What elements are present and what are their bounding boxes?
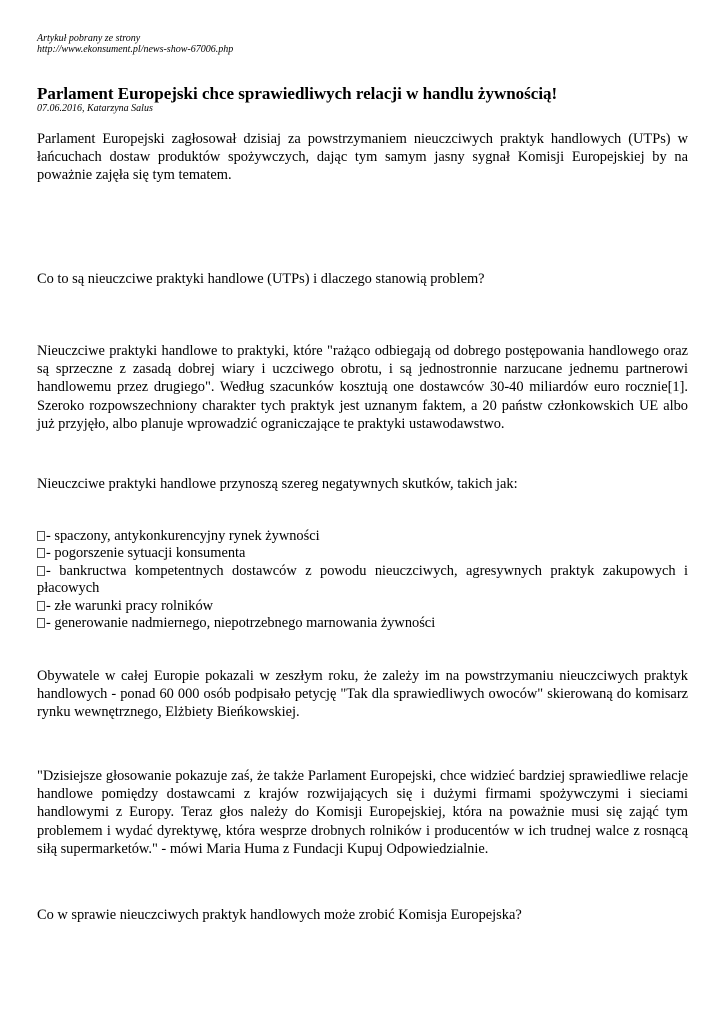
intro-paragraph: Parlament Europejski zagłosował dzisiaj za powstrzymaniem nieuczciwych praktyk handlowych (UTPs) w łańcuchach dostaw produktów spożywczych, dając tym samym jasny sygnał Komisji Europejskiej by na poważnie zajęła się tym tematem. [37, 131, 688, 184]
list-item-text: - pogorszenie sytuacji konsumenta [46, 545, 246, 562]
bullet-icon [37, 531, 45, 541]
list-item-text: - bankructwa kompetentnych dostawców z powodu nieuczciwych, agresywnych praktyk zakupowych i płacowych [37, 562, 688, 597]
list-item [37, 615, 688, 632]
question-heading-1: Co to są nieuczciwe praktyki handlowe (UTPs) i dlaczego stanowią problem? [37, 271, 485, 287]
list-item [37, 563, 688, 598]
question-heading-2: Co w sprawie nieuczciwych praktyk handlowych może zrobić Komisja Europejska? [37, 907, 522, 923]
quote-paragraph: "Dzisiejsze głosowanie pokazuje zaś, że także Parlament Europejski, chce widzieć bardziej sprawiedliwe relacje handlowe pomiędzy dostawcami z krajów rozwijających się i dużymi firmami spożywczymi i sieciami handlowymi z Europy. Teraz głos należy do Komisji Europejskiej, która na poważnie musi się zająć tym problemem i wydać dyrektywę, która wesprze drobnych rolników i producentów w ich trudnej walce z rosnącą siłą supermarketów." - mówi Maria Huma z Fundacji Kupuj Odpowiedzialnie. [37, 768, 688, 857]
article-meta: 07.06.2016, Katarzyna Salus [37, 103, 153, 114]
source-note [37, 33, 233, 55]
list-item-text: - generowanie nadmiernego, niepotrzebnego marnowania żywności [46, 615, 436, 632]
definition-paragraph: Nieuczciwe praktyki handlowe to praktyki, które "rażąco odbiegają od dobrego postępowania handlowego oraz są sprzeczne z zasadą dobrej wiary i uczciwego obrotu, i są jednostronnie narzucane jednemu partnerowi handlowemu przez drugiego". Według szacunków kosztują one dostawców 30-40 miliardów euro rocznie[1]. Szeroko rozpowszechniony charakter tych praktyk jest uznanym faktem, a 20 państw członkowskich UE albo już przyjęło, albo planuje wprowadzić ograniczające te praktyki ustawodawstwo. [37, 343, 688, 432]
list-item [37, 545, 688, 562]
petition-paragraph: Obywatele w całej Europie pokazali w zeszłym roku, że zależy im na powstrzymaniu nieuczciwych praktyk handlowych - ponad 60 000 osób podpisało petycję "Tak dla sprawiedliwych owoców" skierowaną do komisarz rynku wewnętrznego, Elżbiety Bieńkowskiej. [37, 668, 688, 721]
bullet-icon [37, 618, 45, 628]
bullet-icon [37, 566, 45, 576]
list-item-text: - spaczony, antykonkurencyjny rynek żywności [46, 528, 320, 544]
bullet-icon [37, 548, 45, 558]
list-item [37, 528, 688, 545]
bullet-icon [37, 601, 45, 611]
source-label: Artykuł pobrany ze strony [37, 33, 141, 44]
list-item [37, 598, 688, 615]
effects-list [37, 528, 688, 632]
source-url[interactable]: http://www.ekonsument.pl/news-show-67006.php [37, 44, 234, 55]
effects-intro: Nieuczciwe praktyki handlowe przynoszą szereg negatywnych skutków, takich jak: [37, 476, 518, 492]
article-title: Parlament Europejski chce sprawiedliwych relacji w handlu żywnością! [37, 84, 558, 103]
list-item-text: - złe warunki pracy rolników [46, 597, 214, 614]
